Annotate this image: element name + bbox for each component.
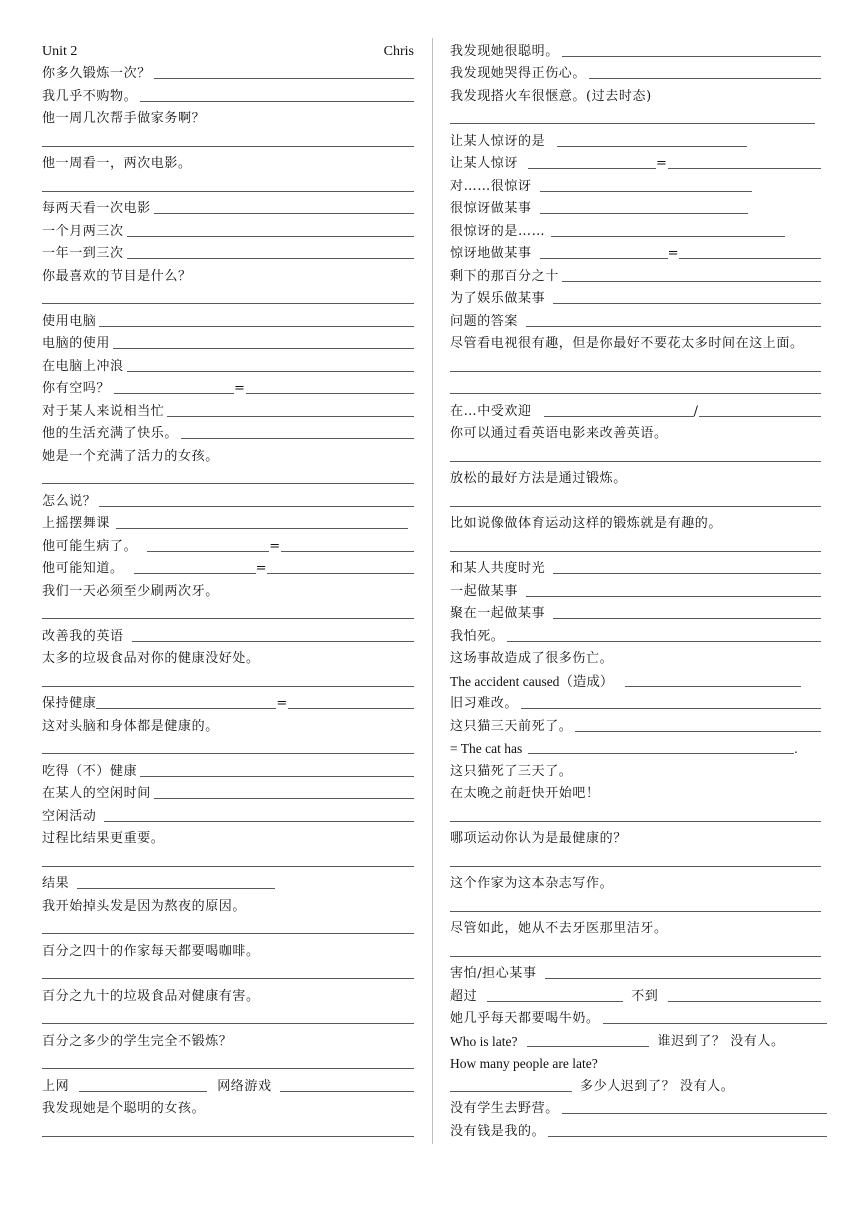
answer-row [42,129,414,152]
prompt-text: 惊讶地做某事 [450,246,532,261]
answer-line[interactable] [147,550,269,552]
prompt-text: 怎么说？ [42,493,97,509]
exercise-row [42,62,414,85]
answer-line[interactable] [42,686,414,687]
prompt-text: 我开始掉头发是因为熬夜的原因。 [42,898,247,914]
answer-row [42,1007,414,1030]
answer-line[interactable] [42,866,414,867]
answer-line[interactable] [113,348,414,349]
answer-line[interactable] [140,776,414,777]
exercise-row [450,782,827,805]
answer-line[interactable] [668,168,821,169]
answer-line[interactable] [42,933,414,934]
exercise-row [450,714,827,737]
exercise-row [450,242,827,265]
prompt-text: 太多的垃圾食品对你的健康没好处。 [42,651,260,666]
answer-line[interactable] [507,641,821,642]
prompt-text: 吃得（不）健康 [42,763,138,779]
answer-line[interactable] [562,281,821,282]
exercise-row [42,714,414,737]
answer-line[interactable] [42,146,414,147]
prompt-text: 百分之九十的垃圾食品对健康有害。 [42,988,260,1004]
answer-line[interactable] [527,1045,649,1047]
prompt-text: 让某人惊讶的是 [450,133,546,149]
equals-sign: = [656,156,668,171]
prompt-text: 在…中受欢迎 [450,403,532,419]
exercise-row [42,264,414,287]
prompt-text: 一个月两三次 [42,223,124,239]
prompt-text: 你最喜欢的节目是什么？ [42,268,192,284]
prompt-text: 网络游戏 [217,1078,272,1094]
answer-line[interactable] [281,551,414,552]
answer-line[interactable] [267,573,414,574]
prompt-text: 让某人惊讶 [450,156,519,171]
answer-row [450,849,827,872]
exercise-row [450,827,827,850]
prompt-text: 害怕/担心某事 [450,966,537,981]
answer-row [450,804,827,827]
slash-separator: / [693,403,699,419]
prompt-text: 比如说像做体育运动这样的锻炼就是有趣的。 [450,516,723,531]
prompt-text: The accident caused（造成） [450,673,614,689]
prompt-text: 他可能生病了。 [42,538,138,554]
prompt-text: 在太晚之前赶快开始吧！ [450,786,600,801]
prompt-text: 没有钱是我的。 [450,1123,546,1139]
answer-line[interactable] [575,731,821,732]
prompt-text: 这对头脑和身体都是健康的。 [42,718,219,734]
answer-line[interactable] [551,235,785,237]
exercise-row [450,692,827,715]
exercise-row [42,242,414,265]
answer-line[interactable] [548,1136,827,1137]
answer-line[interactable] [450,551,821,552]
answer-line[interactable] [42,1023,414,1024]
answer-line[interactable] [589,78,821,79]
exercise-row [42,872,414,895]
prompt-text: 百分之四十的作家每天都要喝咖啡。 [42,943,260,959]
prompt-text: 他的生活充满了快乐。 [42,426,179,441]
answer-line[interactable] [668,1001,821,1002]
exercise-row [450,1007,827,1030]
answer-line[interactable] [132,641,414,642]
exercise-row [42,579,414,602]
answer-line[interactable] [553,618,821,619]
exercise-row [42,107,414,130]
exercise-row [42,512,414,535]
exercise-row [42,782,414,805]
prompt-text: 我发现她很聪明。 [450,43,559,59]
prompt-text: 尽管看电视很有趣，但是你最好不要花太多时间在这上面。 [450,336,804,351]
exercise-row [450,557,827,580]
answer-line[interactable] [104,821,414,822]
equals-sign: = [255,561,268,576]
answer-row [450,894,827,917]
exercise-row [42,219,414,242]
answer-line[interactable] [42,483,414,484]
answer-line[interactable] [154,798,414,799]
exercise-row [450,759,827,782]
prompt-text: 你多久锻炼一次？ [42,66,151,81]
answer-line[interactable] [553,303,821,304]
answer-line[interactable] [288,708,414,709]
prompt-text: 百分之多少的学生完全不锻炼？ [42,1033,233,1049]
exercise-row [450,62,827,85]
prompt-text: 我怕死。 [450,628,505,644]
prompt-text: 和某人共度时光 [450,561,546,576]
exercise-row [42,804,414,827]
exercise-row [42,1097,414,1120]
prompt-text: 谁迟到了？ 没有人。 [657,1033,785,1049]
exercise-row [450,84,827,107]
answer-line[interactable] [450,1090,572,1092]
answer-line[interactable] [154,78,414,79]
exercise-row [450,129,827,152]
answer-row [450,444,827,467]
exercise-row [450,399,827,422]
exercise-row [42,354,414,377]
answer-line[interactable] [79,1090,207,1092]
prompt-text: 一起做某事 [450,583,519,599]
prompt-text: 她是一个充满了活力的女孩。 [42,448,219,464]
exercise-row [450,624,827,647]
prompt-text: Who is late? [450,1033,518,1049]
prompt-text: How many people are late? [450,1056,598,1071]
exercise-row [450,39,827,62]
answer-line[interactable] [540,257,668,259]
prompt-text: 我发现她哭得正伤心。 [450,66,587,81]
answer-line[interactable] [540,212,748,214]
answer-line[interactable] [450,123,815,124]
exercise-row [42,197,414,220]
answer-line[interactable] [625,685,801,687]
answer-row [450,377,827,400]
answer-row [42,962,414,985]
prompt-text: 我几乎不购物。 [42,88,138,104]
answer-line[interactable] [99,506,414,507]
exercise-row [42,624,414,647]
answer-row [42,737,414,760]
exercise-row [42,152,414,175]
exercise-row [42,827,414,850]
prompt-text: 很惊讶的是…… [450,223,546,239]
answer-line[interactable] [450,821,821,822]
answer-row [450,534,827,557]
answer-line[interactable] [154,213,414,214]
prompt-text: 旧习难改。 [450,696,519,711]
answer-line[interactable] [521,708,821,709]
answer-line[interactable] [96,707,276,709]
answer-line[interactable] [127,371,414,372]
prompt-text: 上网 [42,1078,70,1094]
prompt-text: 过程比结果更重要。 [42,831,165,846]
exercise-row [450,512,827,535]
prompt-text: 他可能知道。 [42,561,124,576]
prompt-text: 哪项运动你认为是最健康的？ [450,831,627,846]
answer-line[interactable] [116,528,408,529]
answer-line[interactable] [557,145,747,147]
answer-line[interactable] [450,461,821,462]
answer-line[interactable] [528,752,794,754]
answer-line[interactable] [553,573,821,574]
prompt-text: 在某人的空闲时间 [42,786,151,801]
answer-line[interactable] [528,167,656,169]
answer-line[interactable] [42,753,414,754]
answer-line[interactable] [77,887,275,889]
answer-row [42,1052,414,1075]
prompt-text: 超过 [450,988,478,1004]
prompt-text: 聚在一起做某事 [450,606,546,621]
exercise-row [450,1097,827,1120]
exercise-row [450,669,827,692]
answer-line[interactable] [42,191,414,192]
answer-line[interactable] [450,956,821,957]
prompt-text: 她几乎每天都要喝牛奶。 [450,1011,600,1026]
exercise-row [450,962,827,985]
exercise-row [450,984,827,1007]
answer-row [42,467,414,490]
exercise-row [42,557,414,580]
answer-line[interactable] [127,258,414,259]
unit-title: Unit 2 [42,43,78,59]
exercise-row [42,309,414,332]
exercise-row [450,219,827,242]
prompt-text: 为了娱乐做某事 [450,291,546,306]
exercise-row [450,467,827,490]
answer-line[interactable] [562,56,821,57]
answer-line[interactable] [562,1113,827,1114]
prompt-text: 这场事故造成了很多伤亡。 [450,651,614,666]
answer-row [450,489,827,512]
answer-line[interactable] [42,1068,414,1069]
exercise-row [42,1074,414,1097]
answer-row [450,107,827,130]
exercise-row [450,737,827,760]
prompt-text: 每两天看一次电影 [42,201,151,216]
answer-line[interactable] [450,506,821,507]
prompt-text: 结果 [42,876,70,891]
prompt-text: 电脑的使用 [42,336,111,351]
right-column [450,39,827,1142]
answer-line[interactable] [99,326,414,327]
answer-line[interactable] [42,303,414,304]
prompt-text: 使用电脑 [42,313,97,329]
prompt-text: 他一周几次帮手做家务啊？ [42,111,206,126]
answer-line[interactable] [545,978,821,979]
answer-line[interactable] [487,1000,623,1002]
exercise-row [450,1119,827,1142]
answer-line[interactable] [134,572,256,574]
exercise-row [42,984,414,1007]
exercise-row [450,152,827,175]
exercise-row [450,264,827,287]
exercise-row [42,377,414,400]
exercise-row [450,647,827,670]
exercise-row [42,939,414,962]
prompt-text: 一年一到三次 [42,246,124,261]
left-column [42,39,414,1142]
prompt-text: 我们一天必须至少刷两次牙。 [42,583,219,599]
exercise-row [42,444,414,467]
exercise-row [42,1029,414,1052]
prompt-text: 尽管如此，她从不去牙医那里洁牙。 [450,921,668,936]
answer-line[interactable] [526,326,821,327]
answer-line[interactable] [450,393,821,394]
exercise-row [450,287,827,310]
answer-row [450,939,827,962]
prompt-text: 这只猫死了三天了。 [450,763,573,779]
prompt-text: 放松的最好方法是通过锻炼。 [450,471,627,486]
prompt-text: 对……很惊讶 [450,178,532,194]
answer-line[interactable] [42,1136,414,1137]
exercise-row [42,84,414,107]
prompt-text: 改善我的英语 [42,628,124,644]
exercise-row [450,422,827,445]
answer-row [42,602,414,625]
exercise-row [42,534,414,557]
equals-sign: = [276,696,288,711]
column-divider [432,38,433,1144]
prompt-text: 很惊讶做某事 [450,201,532,216]
prompt-text: 多少人迟到了？ 没有人。 [580,1078,735,1094]
answer-line[interactable] [450,371,821,372]
prompt-text: 不到 [631,988,659,1004]
prompt-text: 问题的答案 [450,313,519,329]
answer-line[interactable] [544,415,694,417]
exercise-row [450,1052,827,1075]
exercise-row [42,422,414,445]
answer-line[interactable] [450,911,821,912]
answer-line[interactable] [540,190,752,192]
prompt-text: = The cat has [450,741,523,756]
prompt-text: 我发现搭火车很惬意。(过去时态) [450,88,652,104]
prompt-text: 这个作家为这本杂志写作。 [450,876,614,891]
exercise-row [450,1029,827,1052]
exercise-row [450,872,827,895]
answer-row [450,354,827,377]
exercise-row [42,647,414,670]
answer-line[interactable] [167,416,414,417]
equals-sign: = [234,381,246,396]
prompt-text: 保持健康 [42,696,97,711]
answer-row [42,849,414,872]
answer-line[interactable] [280,1091,414,1092]
equals-sign: = [269,538,281,554]
exercise-row [42,489,414,512]
exercise-row [42,332,414,355]
answer-line[interactable] [246,393,414,394]
answer-row [42,917,414,940]
exercise-row [42,894,414,917]
exercise-row [450,197,827,220]
exercise-row [42,759,414,782]
answer-line[interactable] [450,866,821,867]
prompt-text: 剩下的那百分之十 [450,268,559,284]
prompt-text: 上摇摆舞课 [42,516,111,531]
exercise-row [450,917,827,940]
exercise-row [42,399,414,422]
prompt-text: 对于某人来说相当忙 [42,403,165,419]
period-mark: . [794,741,798,756]
answer-line[interactable] [140,101,414,102]
prompt-text: 没有学生去野营。 [450,1101,559,1116]
exercise-row [450,579,827,602]
answer-line[interactable] [127,236,414,237]
worksheet-header [42,39,414,62]
prompt-text: 你可以通过看英语电影来改善英语。 [450,426,668,441]
exercise-row [450,332,827,355]
prompt-text: 空闲活动 [42,808,97,824]
exercise-row [450,1074,827,1097]
prompt-text: 我发现她是个聪明的女孩。 [42,1101,206,1116]
exercise-row [42,692,414,715]
answer-row [42,174,414,197]
prompt-text: 在电脑上冲浪 [42,358,124,374]
answer-line[interactable] [114,392,234,394]
answer-row [42,287,414,310]
answer-line[interactable] [679,258,821,259]
answer-row [42,1119,414,1142]
answer-row [42,669,414,692]
prompt-text: 这只猫三天前死了。 [450,718,573,734]
exercise-row [450,309,827,332]
exercise-row [450,602,827,625]
prompt-text: 他一周看一，两次电影。 [42,156,192,171]
answer-line[interactable] [603,1023,827,1024]
answer-line[interactable] [526,596,821,597]
answer-line[interactable] [699,416,821,417]
answer-line[interactable] [42,978,414,979]
prompt-text: 你有空吗？ [42,381,111,396]
answer-line[interactable] [42,618,414,619]
equals-sign: = [667,246,680,261]
exercise-row [450,174,827,197]
author-name: Chris [383,43,414,59]
answer-line[interactable] [181,438,414,439]
